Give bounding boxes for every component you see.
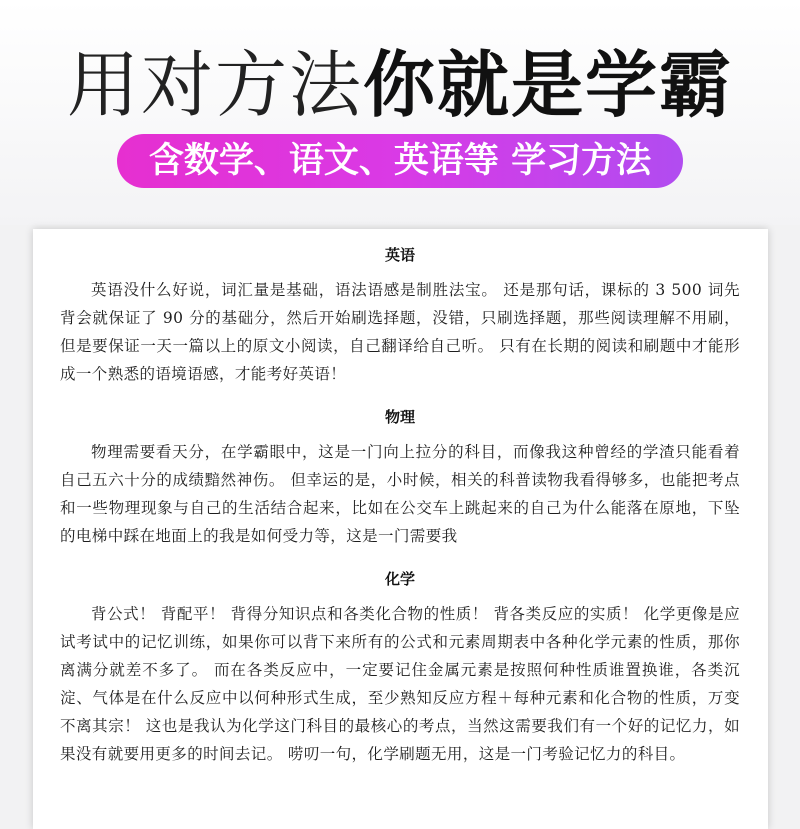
subtitle-pill: 含数学、语文、英语等 学习方法 xyxy=(117,134,683,188)
section-body-physics: 物理需要看天分，在学霸眼中，这是一门向上拉分的科目，而像我这种曾经的学渣只能看着自己五六十分的成绩黯然神伤。 但幸运的是，小时候，相关的科普读物我看得够多，也能把考点和一些物理现象与自己的生活结合起来，比如在公交车上跳起来的自己为什么能落在原地，下坠的电梯中踩在地面上的我是如何受力等，这是一门需要我 xyxy=(60,443,740,545)
section-title-english: 英语 xyxy=(384,246,415,264)
section-title-chemistry: 化学 xyxy=(384,570,415,588)
headline xyxy=(0,40,800,130)
headline-bold: 你就是学霸 xyxy=(363,43,734,127)
section-body-english: 英语没什么好说，词汇量是基础，语法语感是制胜法宝。 还是那句话，课标的 3 500 词先背会就保证了 90 分的基础分，然后开始刷选择题，没错，只刷选择题，那些阅读理解不用刷，但是要保证一天一篇以上的原文小阅读，自己翻译给自己听。 只有在长期的阅读和刷题中才能形成一个熟悉的语境语感，才能考好英语！ xyxy=(60,281,740,383)
promo-banner xyxy=(0,0,800,225)
section-title-physics: 物理 xyxy=(384,408,415,426)
document-content xyxy=(60,240,740,768)
headline-light: 用对方法 xyxy=(66,43,363,127)
section-body-chemistry: 背公式！ 背配平！ 背得分知识点和各类化合物的性质！ 背各类反应的实质！ 化学更像是应试考试中的记忆训练，如果你可以背下来所有的公式和元素周期表中各种化学元素的性质，那你离满分就差不多了。 而在各类反应中，一定要记住金属元素是按照何种性质谁置换谁，各类沉淀、气体是在什么反应中以何种形式生成，至少熟知反应方程＋每种元素和化合物的性质，万变不离其宗！ 这也是我认为化学这门科目的最核心的考点，当然这需要我们有一个好的记忆力，如果没有就要用更多的时间去记。 唠叨一句，化学刷题无用，这是一门考验记忆力的科目。 xyxy=(60,605,740,763)
